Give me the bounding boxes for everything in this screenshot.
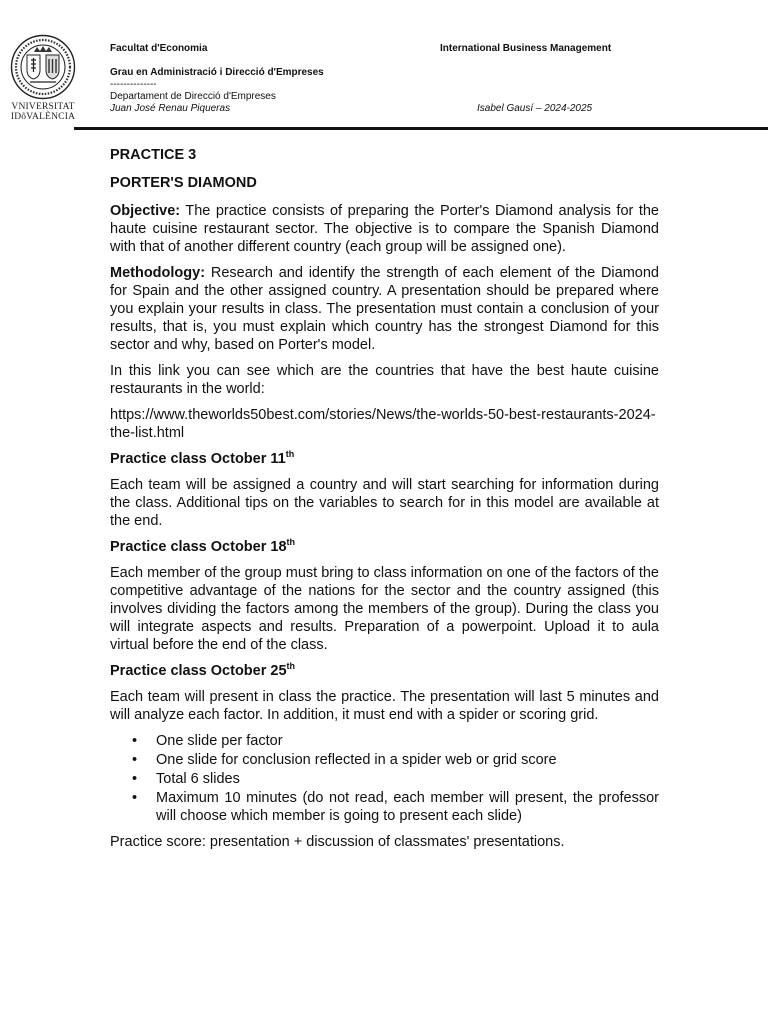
class-text-oct-25: Each team will present in class the practice. The presentation will last 5 minutes and will analyze each factor. In addition, it must end with a spider or scoring grid.: [110, 689, 659, 723]
university-seal-icon: [10, 34, 76, 100]
faculty-name: Facultat d'Economia: [110, 43, 208, 54]
methodology-label: Methodology:: [110, 265, 206, 281]
objective-paragraph: [110, 202, 659, 256]
methodology-text: Research and identify the strength of each element of the Diamond for Spain and the other assigned country. A presentation should be prepared where you explain your results in class. The presentation must contain a conclusion of your results, that is, you must explain which country has the strongest Diamond for this sector and why, based on Porter's model.: [110, 265, 659, 353]
list-item: • Total 6 slides: [132, 771, 240, 787]
class-heading-oct-18: Practice class October 18th: [110, 537, 296, 555]
list-item: • One slide for conclusion reflected in a spider web or grid score: [132, 752, 557, 768]
class-heading-oct-11: Practice class October 11th: [110, 449, 295, 467]
list-item: • Maximum 10 minutes (do not read, each member will present, the professor will choose which member is going to present each slide): [132, 790, 659, 824]
class-text-oct-11: Each team will be assigned a country and will start searching for information during the class. Additional tips on the variables to search for in this model are available at the end.: [110, 477, 659, 529]
link-intro: In this link you can see which are the countries that have the best haute cuisine restaurants in the world:: [110, 363, 659, 397]
professor-name: Juan José Renau Piqueras: [110, 103, 231, 114]
class-text-oct-18: Each member of the group must bring to class information on one of the factors of the competitive advantage of the nations for the sector and the country assigned (this involves dividing the factors among the members of the group). During the class you will integrate aspects and results. Preparation of a powerpoint. Upload it to aula virtual before the end of the class.: [110, 565, 659, 653]
logo-name-line2: IDõVALÈNCIA: [10, 112, 76, 122]
degree-name: Grau en Administració i Direcció d'Empreses: [110, 67, 324, 78]
logo-name-line1: VNIVERSITAT: [11, 102, 75, 112]
presentation-requirements-list: [110, 732, 659, 825]
document-body: [110, 146, 659, 859]
methodology-paragraph: [110, 264, 659, 354]
objective-text: The practice consists of preparing the Porter's Diamond analysis for the haute cuisine restaurant sector. The objective is to compare the Spanish Diamond with that of another different country (each group will be assigned one).: [110, 203, 659, 255]
list-item: • One slide per factor: [132, 733, 283, 749]
university-logo: [10, 34, 76, 122]
objective-label: Objective:: [110, 203, 181, 219]
practice-score: Practice score: presentation + discussion of classmates' presentations.: [110, 834, 565, 850]
header-separator: --------------: [110, 79, 157, 90]
subject-title: PORTER'S DIAMOND: [110, 175, 257, 191]
author-year: Isabel Gausí – 2024-2025: [477, 103, 593, 114]
department-name: Departament de Direcció d'Empreses: [110, 91, 276, 102]
practice-title: PRACTICE 3: [110, 147, 197, 163]
class-heading-oct-25: Practice class October 25th: [110, 661, 296, 679]
course-name: International Business Management: [440, 43, 612, 54]
restaurants-list-link[interactable]: https://www.theworlds50best.com/stories/News/the-worlds-50-best-restaurants-2024-the-list.html: [110, 407, 656, 441]
header-divider: [74, 127, 768, 130]
